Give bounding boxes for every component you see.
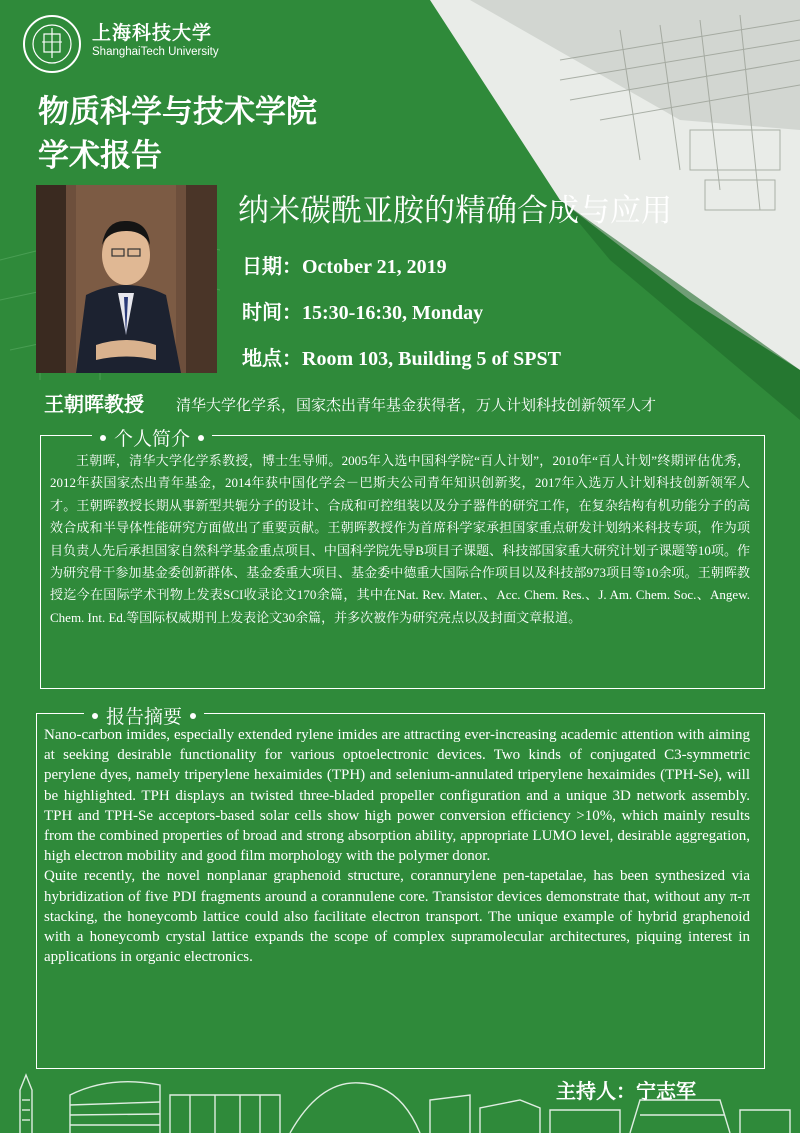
abstract-paragraph-2: Quite recently, the novel nonplanar graphenoid structure, corannurylene pen-tapetalae, has been synthesized via hybridization of five PDI fragments around a corannulene core. Transistor devices demonstrate that, without any π-π stacking, the honeycomb lattice could also facilitate electron transport. The unique example of hybrid graphenoid with a honeycomb crystal lattice expands the scope of complex supramolecular architectures, piquing interest in applications in organic electronics. [44,868,750,966]
host-name: 主持人：宁志军 [556,1079,696,1103]
university-seal-logo [22,14,82,74]
bullet-dot-icon [198,435,204,441]
speaker-name: 王朝晖教授 [44,392,144,416]
university-name-cn: 上海科技大学 [92,22,213,44]
place-label: 地点： [242,346,302,370]
bullet-dot-icon [92,713,98,719]
abstract-heading-text: 报告摘要 [106,706,183,728]
event-title: 学术报告 [38,138,162,174]
university-name-en: ShanghaiTech University [92,46,219,58]
time-row [242,296,483,325]
date-value: October 21, 2019 [302,256,447,278]
date-row [242,250,447,279]
time-value: 15:30-16:30, Monday [302,302,484,324]
abstract-text [44,725,750,967]
bullet-dot-icon [100,435,106,441]
talk-title: 纳米碳酰亚胺的精确合成与应用 [238,193,672,229]
date-label: 日期： [242,254,302,278]
speaker-photo [36,185,217,373]
time-label: 时间： [242,300,302,324]
place-row [242,342,561,371]
bullet-dot-icon [190,713,196,719]
bio-heading [92,424,212,451]
bio-heading-text: 个人简介 [114,428,191,450]
place-value: Room 103, Building 5 of SPST [302,348,561,370]
abstract-paragraph-1: Nano-carbon imides, especially extended rylene imides are attracting ever-increasing academic attention with aiming at seeking desirable functionality for various optoelectronic devices. Two kinds of conjugated C3-symmetric perylene dyes, namely triperylene hexaimides (TPH) and selenium-annulated triperylene hexaimides (TPH-Se), will be highlighted. TPH displays an twisted three-bladed propeller configuration and a unique 3D network assembly. TPH and TPH-Se acceptors-based solar cells show high power conversion efficiency >10%, which mainly results from the combined properties of broad and strong absorption ability, appropriate LUMO level, desirable aggregation, high electron mobility and good film morphology with the polymer donor. [44,727,750,865]
school-title: 物质科学与技术学院 [38,94,317,130]
bio-text: 王朝晖，清华大学化学系教授，博士生导师。2005年入选中国科学院“百人计划”，2010年“百人计划”终期评估优秀，2012年获国家杰出青年基金，2014年获中国化学会－巴斯夫公司青年知识创新奖，2017年入选万人计划科技创新领军人才。王朝晖教授长期从事新型共轭分子的设计、合成和可控组装以及分子器件的研究工作，在复杂结构有机功能分子的高效合成和半导体性能研究方面做出了重要贡献。王朝晖教授作为首席科学家承担国家重点研发计划纳米科技专项，作为项目负责人先后承担国家自然科学基金重点项目、中国科学院先导B项目子课题、科技部国家重大研究计划子课题等10项。作为研究骨干参加基金委创新群体、基金委重大项目、基金委中德重大国际合作项目以及科技部973项目等10余项。王朝晖教授迄今在国际学术刊物上发表SCI收录论文170余篇，其中在Nat. Rev. Mater.、Acc. Chem. Res.、J. Am. Chem. Soc.、Angew. Chem. Int. Ed.等国际权威期刊上发表论文30余篇，并多次被作为研究亮点以及封面文章报道。 [50,453,750,625]
speaker-description: 清华大学化学系，国家杰出青年基金获得者，万人计划科技创新领军人才 [176,396,657,414]
